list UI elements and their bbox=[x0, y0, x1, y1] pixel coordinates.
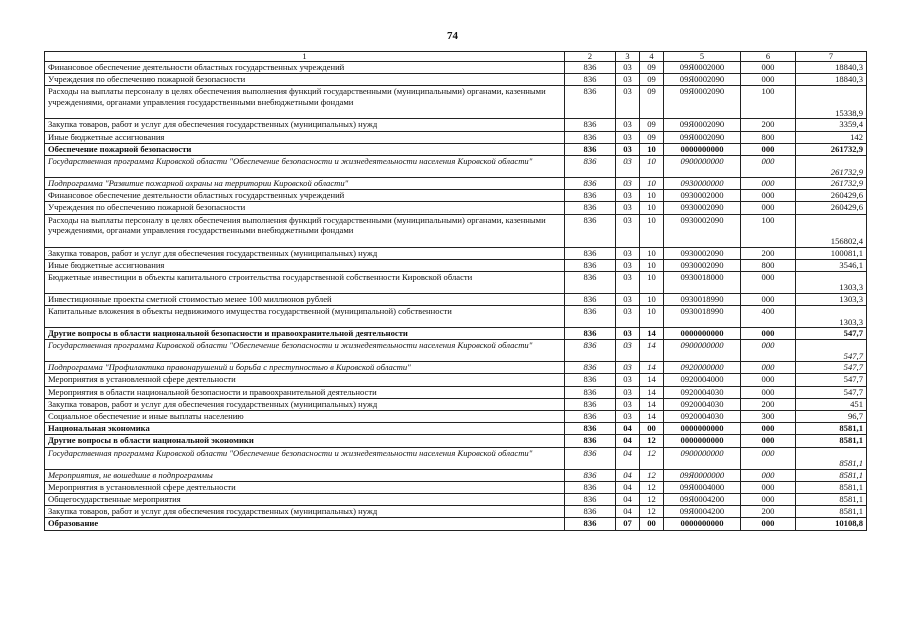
row-subsection-cell: 10 bbox=[640, 155, 664, 177]
row-name-cell: Образование bbox=[45, 518, 565, 530]
row-target-code-cell: 09Я0000000 bbox=[664, 469, 741, 481]
row-target-code-cell: 0930018990 bbox=[664, 293, 741, 305]
row-chapter-cell: 836 bbox=[565, 202, 616, 214]
row-subsection-cell: 14 bbox=[640, 340, 664, 362]
row-subsection-cell: 10 bbox=[640, 293, 664, 305]
row-target-code-cell: 09Я0002090 bbox=[664, 74, 741, 86]
row-chapter-cell: 836 bbox=[565, 506, 616, 518]
row-expense-type-cell: 200 bbox=[741, 119, 796, 131]
row-amount-cell: 96,7 bbox=[796, 411, 867, 423]
row-target-code-cell: 0000000000 bbox=[664, 518, 741, 530]
row-chapter-cell: 836 bbox=[565, 293, 616, 305]
header-cell: 4 bbox=[640, 52, 664, 62]
row-subsection-cell: 10 bbox=[640, 259, 664, 271]
table-row bbox=[45, 119, 867, 131]
row-name-cell: Другие вопросы в области национальной экономики bbox=[45, 435, 565, 447]
row-target-code-cell: 09Я0002090 bbox=[664, 86, 741, 119]
row-name-cell: Мероприятия в области национальной безопасности и правоохранительной деятельности bbox=[45, 386, 565, 398]
table-row bbox=[45, 506, 867, 518]
row-amount-cell: 547,7 bbox=[796, 340, 867, 362]
row-target-code-cell: 09Я0002090 bbox=[664, 131, 741, 143]
row-target-code-cell: 0930018000 bbox=[664, 271, 741, 293]
table-row bbox=[45, 202, 867, 214]
row-subsection-cell: 10 bbox=[640, 271, 664, 293]
row-expense-type-cell: 000 bbox=[741, 177, 796, 189]
row-target-code-cell: 0920004030 bbox=[664, 398, 741, 410]
table-row bbox=[45, 374, 867, 386]
row-section-cell: 03 bbox=[616, 177, 640, 189]
row-target-code-cell: 0000000000 bbox=[664, 423, 741, 435]
row-amount-cell: 1303,3 bbox=[796, 306, 867, 328]
table-row bbox=[45, 398, 867, 410]
row-amount-cell: 1303,3 bbox=[796, 271, 867, 293]
row-subsection-cell: 10 bbox=[640, 177, 664, 189]
row-name-cell: Иные бюджетные ассигнования bbox=[45, 259, 565, 271]
table-row bbox=[45, 74, 867, 86]
row-expense-type-cell: 800 bbox=[741, 259, 796, 271]
table-row bbox=[45, 423, 867, 435]
row-expense-type-cell: 000 bbox=[741, 62, 796, 74]
row-chapter-cell: 836 bbox=[565, 306, 616, 328]
row-amount-cell: 547,7 bbox=[796, 362, 867, 374]
row-expense-type-cell: 100 bbox=[741, 86, 796, 119]
row-name-cell: Расходы на выплаты персоналу в целях обеспечения выполнения функций государственными (муниципальными) органами, казенными учреждениями, органами управления государственными внебюджетными фондами bbox=[45, 86, 565, 119]
row-section-cell: 04 bbox=[616, 506, 640, 518]
row-chapter-cell: 836 bbox=[565, 190, 616, 202]
row-amount-cell: 8581,1 bbox=[796, 435, 867, 447]
row-subsection-cell: 10 bbox=[640, 202, 664, 214]
row-amount-cell: 261732,9 bbox=[796, 143, 867, 155]
row-name-cell: Подпрограмма "Профилактика правонарушений и борьба с преступностью в Кировской области" bbox=[45, 362, 565, 374]
row-target-code-cell: 0930002090 bbox=[664, 202, 741, 214]
row-target-code-cell: 09Я0004200 bbox=[664, 506, 741, 518]
row-subsection-cell: 12 bbox=[640, 469, 664, 481]
table-row bbox=[45, 247, 867, 259]
row-name-cell: Государственная программа Кировской области "Обеспечение безопасности и жизнедеятельности населения Кировской области" bbox=[45, 340, 565, 362]
row-subsection-cell: 14 bbox=[640, 386, 664, 398]
table-row bbox=[45, 214, 867, 247]
table-row bbox=[45, 177, 867, 189]
row-target-code-cell: 0930002000 bbox=[664, 190, 741, 202]
row-chapter-cell: 836 bbox=[565, 362, 616, 374]
row-amount-cell: 8581,1 bbox=[796, 481, 867, 493]
table-row bbox=[45, 271, 867, 293]
row-section-cell: 03 bbox=[616, 131, 640, 143]
row-target-code-cell: 0920004030 bbox=[664, 411, 741, 423]
row-chapter-cell: 836 bbox=[565, 271, 616, 293]
page-number: 74 bbox=[447, 30, 458, 42]
row-amount-cell: 547,7 bbox=[796, 328, 867, 340]
row-section-cell: 04 bbox=[616, 481, 640, 493]
row-section-cell: 03 bbox=[616, 386, 640, 398]
table-row bbox=[45, 481, 867, 493]
row-section-cell: 03 bbox=[616, 411, 640, 423]
row-target-code-cell: 0930018990 bbox=[664, 306, 741, 328]
row-amount-cell: 8581,1 bbox=[796, 469, 867, 481]
row-section-cell: 03 bbox=[616, 143, 640, 155]
table-row bbox=[45, 62, 867, 74]
row-chapter-cell: 836 bbox=[565, 155, 616, 177]
table-row bbox=[45, 131, 867, 143]
row-section-cell: 03 bbox=[616, 374, 640, 386]
row-subsection-cell: 09 bbox=[640, 62, 664, 74]
row-expense-type-cell: 400 bbox=[741, 306, 796, 328]
row-name-cell: Национальная экономика bbox=[45, 423, 565, 435]
row-section-cell: 03 bbox=[616, 74, 640, 86]
row-expense-type-cell: 000 bbox=[741, 362, 796, 374]
row-chapter-cell: 836 bbox=[565, 423, 616, 435]
row-chapter-cell: 836 bbox=[565, 386, 616, 398]
row-target-code-cell: 09Я0004000 bbox=[664, 481, 741, 493]
row-chapter-cell: 836 bbox=[565, 259, 616, 271]
header-cell: 6 bbox=[741, 52, 796, 62]
row-expense-type-cell: 000 bbox=[741, 374, 796, 386]
header-cell: 2 bbox=[565, 52, 616, 62]
row-amount-cell: 8581,1 bbox=[796, 493, 867, 505]
row-expense-type-cell: 000 bbox=[741, 155, 796, 177]
row-target-code-cell: 0000000000 bbox=[664, 328, 741, 340]
row-subsection-cell: 09 bbox=[640, 74, 664, 86]
row-name-cell: Учреждения по обеспечению пожарной безопасности bbox=[45, 202, 565, 214]
row-name-cell: Закупка товаров, работ и услуг для обеспечения государственных (муниципальных) нужд bbox=[45, 506, 565, 518]
row-target-code-cell: 0000000000 bbox=[664, 435, 741, 447]
row-target-code-cell: 0930002090 bbox=[664, 214, 741, 247]
row-name-cell: Подпрограмма "Развитие пожарной охраны на территории Кировской области" bbox=[45, 177, 565, 189]
row-section-cell: 03 bbox=[616, 119, 640, 131]
row-chapter-cell: 836 bbox=[565, 469, 616, 481]
row-name-cell: Мероприятия в установленной сфере деятельности bbox=[45, 481, 565, 493]
row-subsection-cell: 09 bbox=[640, 131, 664, 143]
row-chapter-cell: 836 bbox=[565, 119, 616, 131]
row-section-cell: 03 bbox=[616, 62, 640, 74]
row-expense-type-cell: 000 bbox=[741, 447, 796, 469]
row-section-cell: 04 bbox=[616, 435, 640, 447]
row-section-cell: 03 bbox=[616, 306, 640, 328]
row-amount-cell: 260429,6 bbox=[796, 202, 867, 214]
row-subsection-cell: 14 bbox=[640, 328, 664, 340]
row-name-cell: Мероприятия, не вошедшие в подпрограммы bbox=[45, 469, 565, 481]
row-subsection-cell: 12 bbox=[640, 435, 664, 447]
row-section-cell: 03 bbox=[616, 362, 640, 374]
row-chapter-cell: 836 bbox=[565, 398, 616, 410]
row-name-cell: Закупка товаров, работ и услуг для обеспечения государственных (муниципальных) нужд bbox=[45, 119, 565, 131]
row-amount-cell: 260429,6 bbox=[796, 190, 867, 202]
row-name-cell: Расходы на выплаты персоналу в целях обеспечения выполнения функций государственными (муниципальными) органами, казенными учреждениями, органами управления государственными внебюджетными фондами bbox=[45, 214, 565, 247]
row-expense-type-cell: 200 bbox=[741, 506, 796, 518]
header-cell: 3 bbox=[616, 52, 640, 62]
row-section-cell: 03 bbox=[616, 259, 640, 271]
row-expense-type-cell: 000 bbox=[741, 328, 796, 340]
row-expense-type-cell: 000 bbox=[741, 190, 796, 202]
row-subsection-cell: 10 bbox=[640, 143, 664, 155]
row-name-cell: Другие вопросы в области национальной безопасности и правоохранительной деятельности bbox=[45, 328, 565, 340]
row-chapter-cell: 836 bbox=[565, 411, 616, 423]
header-cell: 7 bbox=[796, 52, 867, 62]
row-amount-cell: 8581,1 bbox=[796, 423, 867, 435]
row-target-code-cell: 0000000000 bbox=[664, 143, 741, 155]
row-expense-type-cell: 000 bbox=[741, 469, 796, 481]
row-expense-type-cell: 000 bbox=[741, 340, 796, 362]
table-row bbox=[45, 411, 867, 423]
row-target-code-cell: 09Я0004200 bbox=[664, 493, 741, 505]
row-subsection-cell: 12 bbox=[640, 506, 664, 518]
row-chapter-cell: 836 bbox=[565, 447, 616, 469]
row-target-code-cell: 0900000000 bbox=[664, 340, 741, 362]
row-expense-type-cell: 200 bbox=[741, 247, 796, 259]
row-target-code-cell: 0930002090 bbox=[664, 247, 741, 259]
table-row bbox=[45, 190, 867, 202]
row-amount-cell: 3546,1 bbox=[796, 259, 867, 271]
row-subsection-cell: 14 bbox=[640, 374, 664, 386]
row-name-cell: Мероприятия в установленной сфере деятельности bbox=[45, 374, 565, 386]
table-row bbox=[45, 340, 867, 362]
row-expense-type-cell: 200 bbox=[741, 398, 796, 410]
row-chapter-cell: 836 bbox=[565, 74, 616, 86]
row-expense-type-cell: 000 bbox=[741, 423, 796, 435]
row-name-cell: Закупка товаров, работ и услуг для обеспечения государственных (муниципальных) нужд bbox=[45, 247, 565, 259]
table-row bbox=[45, 259, 867, 271]
table-row bbox=[45, 447, 867, 469]
table-row bbox=[45, 306, 867, 328]
row-chapter-cell: 836 bbox=[565, 493, 616, 505]
row-amount-cell: 261732,9 bbox=[796, 177, 867, 189]
row-subsection-cell: 00 bbox=[640, 518, 664, 530]
row-chapter-cell: 836 bbox=[565, 214, 616, 247]
table-row bbox=[45, 493, 867, 505]
row-target-code-cell: 0920004000 bbox=[664, 374, 741, 386]
row-amount-cell: 156802,4 bbox=[796, 214, 867, 247]
row-expense-type-cell: 000 bbox=[741, 386, 796, 398]
row-chapter-cell: 836 bbox=[565, 481, 616, 493]
row-chapter-cell: 836 bbox=[565, 328, 616, 340]
table-header-row bbox=[45, 52, 867, 62]
row-section-cell: 03 bbox=[616, 328, 640, 340]
row-name-cell: Капитальные вложения в объекты недвижимого имущества государственной (муниципальной) собственности bbox=[45, 306, 565, 328]
row-amount-cell: 1303,3 bbox=[796, 293, 867, 305]
row-expense-type-cell: 000 bbox=[741, 481, 796, 493]
row-target-code-cell: 0900000000 bbox=[664, 155, 741, 177]
row-name-cell: Учреждения по обеспечению пожарной безопасности bbox=[45, 74, 565, 86]
row-amount-cell: 547,7 bbox=[796, 386, 867, 398]
row-expense-type-cell: 000 bbox=[741, 435, 796, 447]
row-subsection-cell: 10 bbox=[640, 247, 664, 259]
row-chapter-cell: 836 bbox=[565, 435, 616, 447]
row-chapter-cell: 836 bbox=[565, 131, 616, 143]
row-amount-cell: 15338,9 bbox=[796, 86, 867, 119]
row-name-cell: Обеспечение пожарной безопасности bbox=[45, 143, 565, 155]
row-amount-cell: 18840,3 bbox=[796, 74, 867, 86]
table-row bbox=[45, 86, 867, 119]
row-target-code-cell: 09Я0002000 bbox=[664, 62, 741, 74]
table-row bbox=[45, 435, 867, 447]
row-name-cell: Государственная программа Кировской области "Обеспечение безопасности и жизнедеятельности населения Кировской области" bbox=[45, 447, 565, 469]
row-target-code-cell: 09Я0002090 bbox=[664, 119, 741, 131]
row-section-cell: 03 bbox=[616, 340, 640, 362]
row-subsection-cell: 00 bbox=[640, 423, 664, 435]
row-chapter-cell: 836 bbox=[565, 86, 616, 119]
table-row bbox=[45, 143, 867, 155]
row-section-cell: 03 bbox=[616, 247, 640, 259]
table-row bbox=[45, 293, 867, 305]
row-subsection-cell: 10 bbox=[640, 214, 664, 247]
row-chapter-cell: 836 bbox=[565, 143, 616, 155]
row-expense-type-cell: 800 bbox=[741, 131, 796, 143]
row-expense-type-cell: 000 bbox=[741, 74, 796, 86]
row-expense-type-cell: 300 bbox=[741, 411, 796, 423]
row-subsection-cell: 12 bbox=[640, 447, 664, 469]
row-section-cell: 03 bbox=[616, 214, 640, 247]
table-row bbox=[45, 386, 867, 398]
row-section-cell: 04 bbox=[616, 493, 640, 505]
row-section-cell: 03 bbox=[616, 155, 640, 177]
row-section-cell: 04 bbox=[616, 447, 640, 469]
row-amount-cell: 8581,1 bbox=[796, 447, 867, 469]
row-section-cell: 03 bbox=[616, 86, 640, 119]
table-row bbox=[45, 155, 867, 177]
row-name-cell: Финансовое обеспечение деятельности областных государственных учреждений bbox=[45, 190, 565, 202]
row-chapter-cell: 836 bbox=[565, 340, 616, 362]
row-subsection-cell: 12 bbox=[640, 481, 664, 493]
row-subsection-cell: 14 bbox=[640, 411, 664, 423]
row-chapter-cell: 836 bbox=[565, 177, 616, 189]
row-name-cell: Социальное обеспечение и иные выплаты населению bbox=[45, 411, 565, 423]
row-expense-type-cell: 000 bbox=[741, 293, 796, 305]
row-section-cell: 03 bbox=[616, 202, 640, 214]
row-chapter-cell: 836 bbox=[565, 374, 616, 386]
row-name-cell: Финансовое обеспечение деятельности областных государственных учреждений bbox=[45, 62, 565, 74]
budget-table bbox=[44, 51, 867, 531]
row-name-cell: Бюджетные инвестиции в объекты капитального строительства государственной собственности Кировской области bbox=[45, 271, 565, 293]
row-expense-type-cell: 000 bbox=[741, 271, 796, 293]
row-expense-type-cell: 000 bbox=[741, 202, 796, 214]
row-section-cell: 03 bbox=[616, 271, 640, 293]
row-chapter-cell: 836 bbox=[565, 247, 616, 259]
row-section-cell: 03 bbox=[616, 398, 640, 410]
table-row bbox=[45, 362, 867, 374]
row-target-code-cell: 0930000000 bbox=[664, 177, 741, 189]
row-section-cell: 04 bbox=[616, 423, 640, 435]
row-chapter-cell: 836 bbox=[565, 62, 616, 74]
header-cell: 5 bbox=[664, 52, 741, 62]
row-subsection-cell: 10 bbox=[640, 306, 664, 328]
row-subsection-cell: 09 bbox=[640, 86, 664, 119]
row-amount-cell: 451 bbox=[796, 398, 867, 410]
row-name-cell: Инвестиционные проекты сметной стоимостью менее 100 миллионов рублей bbox=[45, 293, 565, 305]
row-expense-type-cell: 000 bbox=[741, 143, 796, 155]
row-amount-cell: 18840,3 bbox=[796, 62, 867, 74]
row-name-cell: Государственная программа Кировской области "Обеспечение безопасности и жизнедеятельности населения Кировской области" bbox=[45, 155, 565, 177]
row-expense-type-cell: 000 bbox=[741, 493, 796, 505]
row-section-cell: 07 bbox=[616, 518, 640, 530]
row-section-cell: 03 bbox=[616, 293, 640, 305]
row-subsection-cell: 10 bbox=[640, 190, 664, 202]
table-row bbox=[45, 328, 867, 340]
row-amount-cell: 142 bbox=[796, 131, 867, 143]
row-target-code-cell: 0920004030 bbox=[664, 386, 741, 398]
row-section-cell: 03 bbox=[616, 190, 640, 202]
row-chapter-cell: 836 bbox=[565, 518, 616, 530]
row-amount-cell: 261732,9 bbox=[796, 155, 867, 177]
row-name-cell: Закупка товаров, работ и услуг для обеспечения государственных (муниципальных) нужд bbox=[45, 398, 565, 410]
row-amount-cell: 3359,4 bbox=[796, 119, 867, 131]
row-section-cell: 04 bbox=[616, 469, 640, 481]
row-target-code-cell: 0900000000 bbox=[664, 447, 741, 469]
row-target-code-cell: 0930002090 bbox=[664, 259, 741, 271]
row-amount-cell: 10108,8 bbox=[796, 518, 867, 530]
row-expense-type-cell: 000 bbox=[741, 518, 796, 530]
table-row bbox=[45, 469, 867, 481]
row-name-cell: Общегосударственные мероприятия bbox=[45, 493, 565, 505]
table-row bbox=[45, 518, 867, 530]
row-subsection-cell: 09 bbox=[640, 119, 664, 131]
row-amount-cell: 547,7 bbox=[796, 374, 867, 386]
row-subsection-cell: 14 bbox=[640, 398, 664, 410]
row-expense-type-cell: 100 bbox=[741, 214, 796, 247]
row-subsection-cell: 14 bbox=[640, 362, 664, 374]
row-amount-cell: 8581,1 bbox=[796, 506, 867, 518]
row-amount-cell: 100081,1 bbox=[796, 247, 867, 259]
header-cell: 1 bbox=[45, 52, 565, 62]
row-subsection-cell: 12 bbox=[640, 493, 664, 505]
row-target-code-cell: 0920000000 bbox=[664, 362, 741, 374]
row-name-cell: Иные бюджетные ассигнования bbox=[45, 131, 565, 143]
